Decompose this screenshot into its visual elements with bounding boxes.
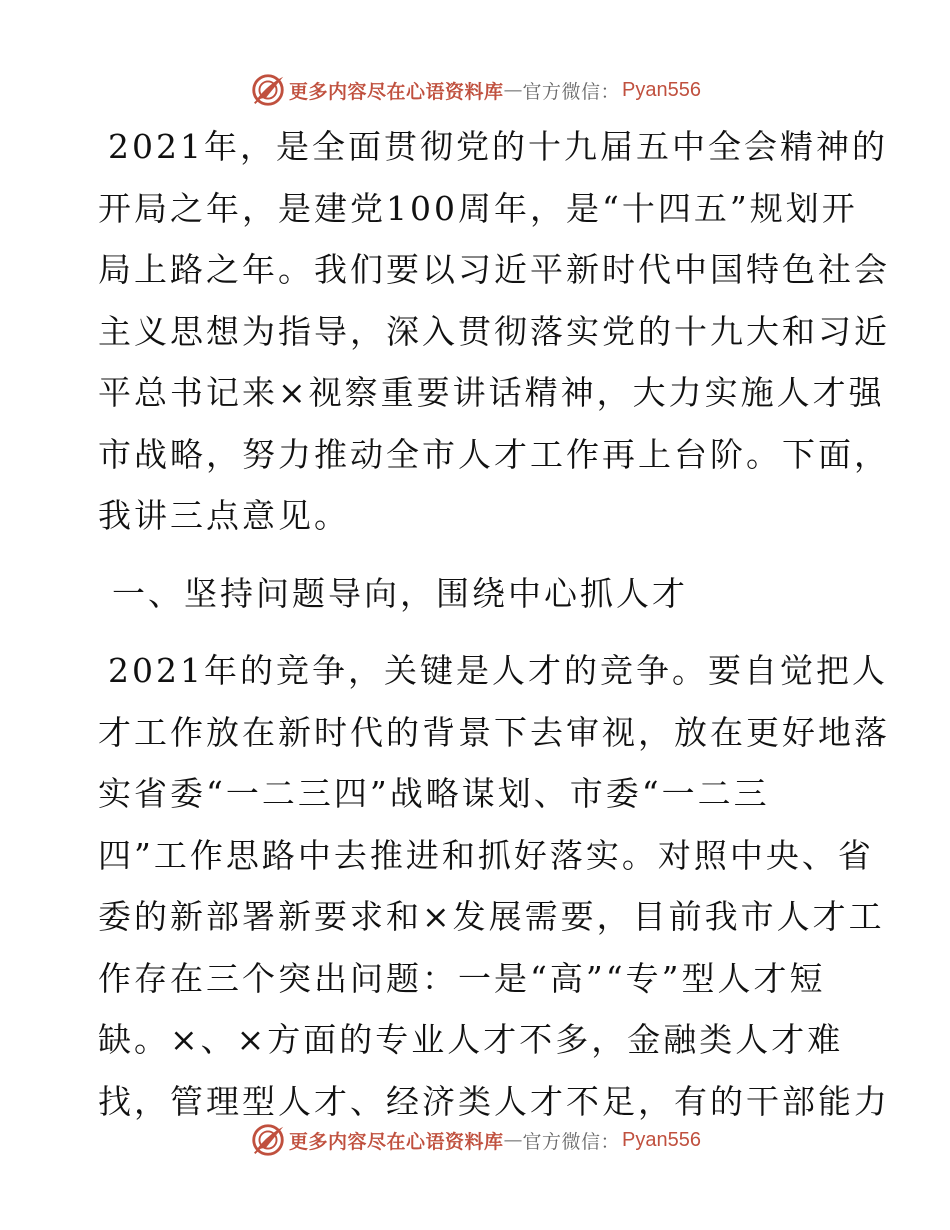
banner-main-text: 更多内容尽在心语资料库 [289,1130,504,1153]
quill-logo-icon [249,71,287,109]
banner-wechat-label: 官方微信： [522,80,621,103]
text-line: 四”工作思路中去推进和抓好落实。对照中央、省 [98,835,874,875]
text-line: 开局之年，是建党100周年，是“十四五”规划开 [98,188,858,228]
section-heading [98,563,858,625]
banner-dash: — [503,1129,523,1151]
banner-dash: — [503,79,523,101]
text-line: 2021年，是全面贯彻党的十九届五中全会精神的 [108,127,888,166]
text-line: 才工作放在新时代的背景下去审视，放在更好地落 [98,712,890,752]
paragraph-intro [98,116,890,547]
heading-line: 一、坚持问题导向，围绕中心抓人才 [112,573,688,613]
text-line: 作存在三个突出问题：一是“高”“专”型人才短 [98,958,826,998]
text-line: 主义思想为指导，深入贯彻落实党的十九大和习近 [98,311,890,351]
text-line: 2021年的竞争，关键是人才的竞争。要自觉把人 [108,651,888,690]
banner-wechat-id: Pyan556 [622,78,701,101]
text-line: 市战略，努力推动全市人才工作再上台阶。下面， [98,434,890,474]
text-line: 找，管理型人才、经济类人才不足，有的干部能力 [98,1081,890,1121]
header-banner [0,70,950,110]
paragraph-section-1 [98,640,890,1132]
text-line: 委的新部署新要求和×发展需要，目前我市人才工 [98,897,885,936]
footer-banner [0,1120,950,1160]
text-line: 平总书记来×视察重要讲话精神，大力实施人才强 [98,373,885,412]
text-line: 缺。×、×方面的专业人才不多，金融类人才难 [98,1020,844,1059]
text-line: 我讲三点意见。 [98,496,350,535]
banner-wechat-id: Pyan556 [622,1128,701,1151]
text-line: 实省委“一二三四”战略谋划、市委“一二三 [98,774,770,813]
quill-logo-icon [249,1121,287,1159]
banner-wechat-label: 官方微信： [522,1130,621,1153]
text-line: 局上路之年。我们要以习近平新时代中国特色社会 [98,250,890,289]
banner-main-text: 更多内容尽在心语资料库 [289,80,504,103]
document-body [98,116,890,1132]
